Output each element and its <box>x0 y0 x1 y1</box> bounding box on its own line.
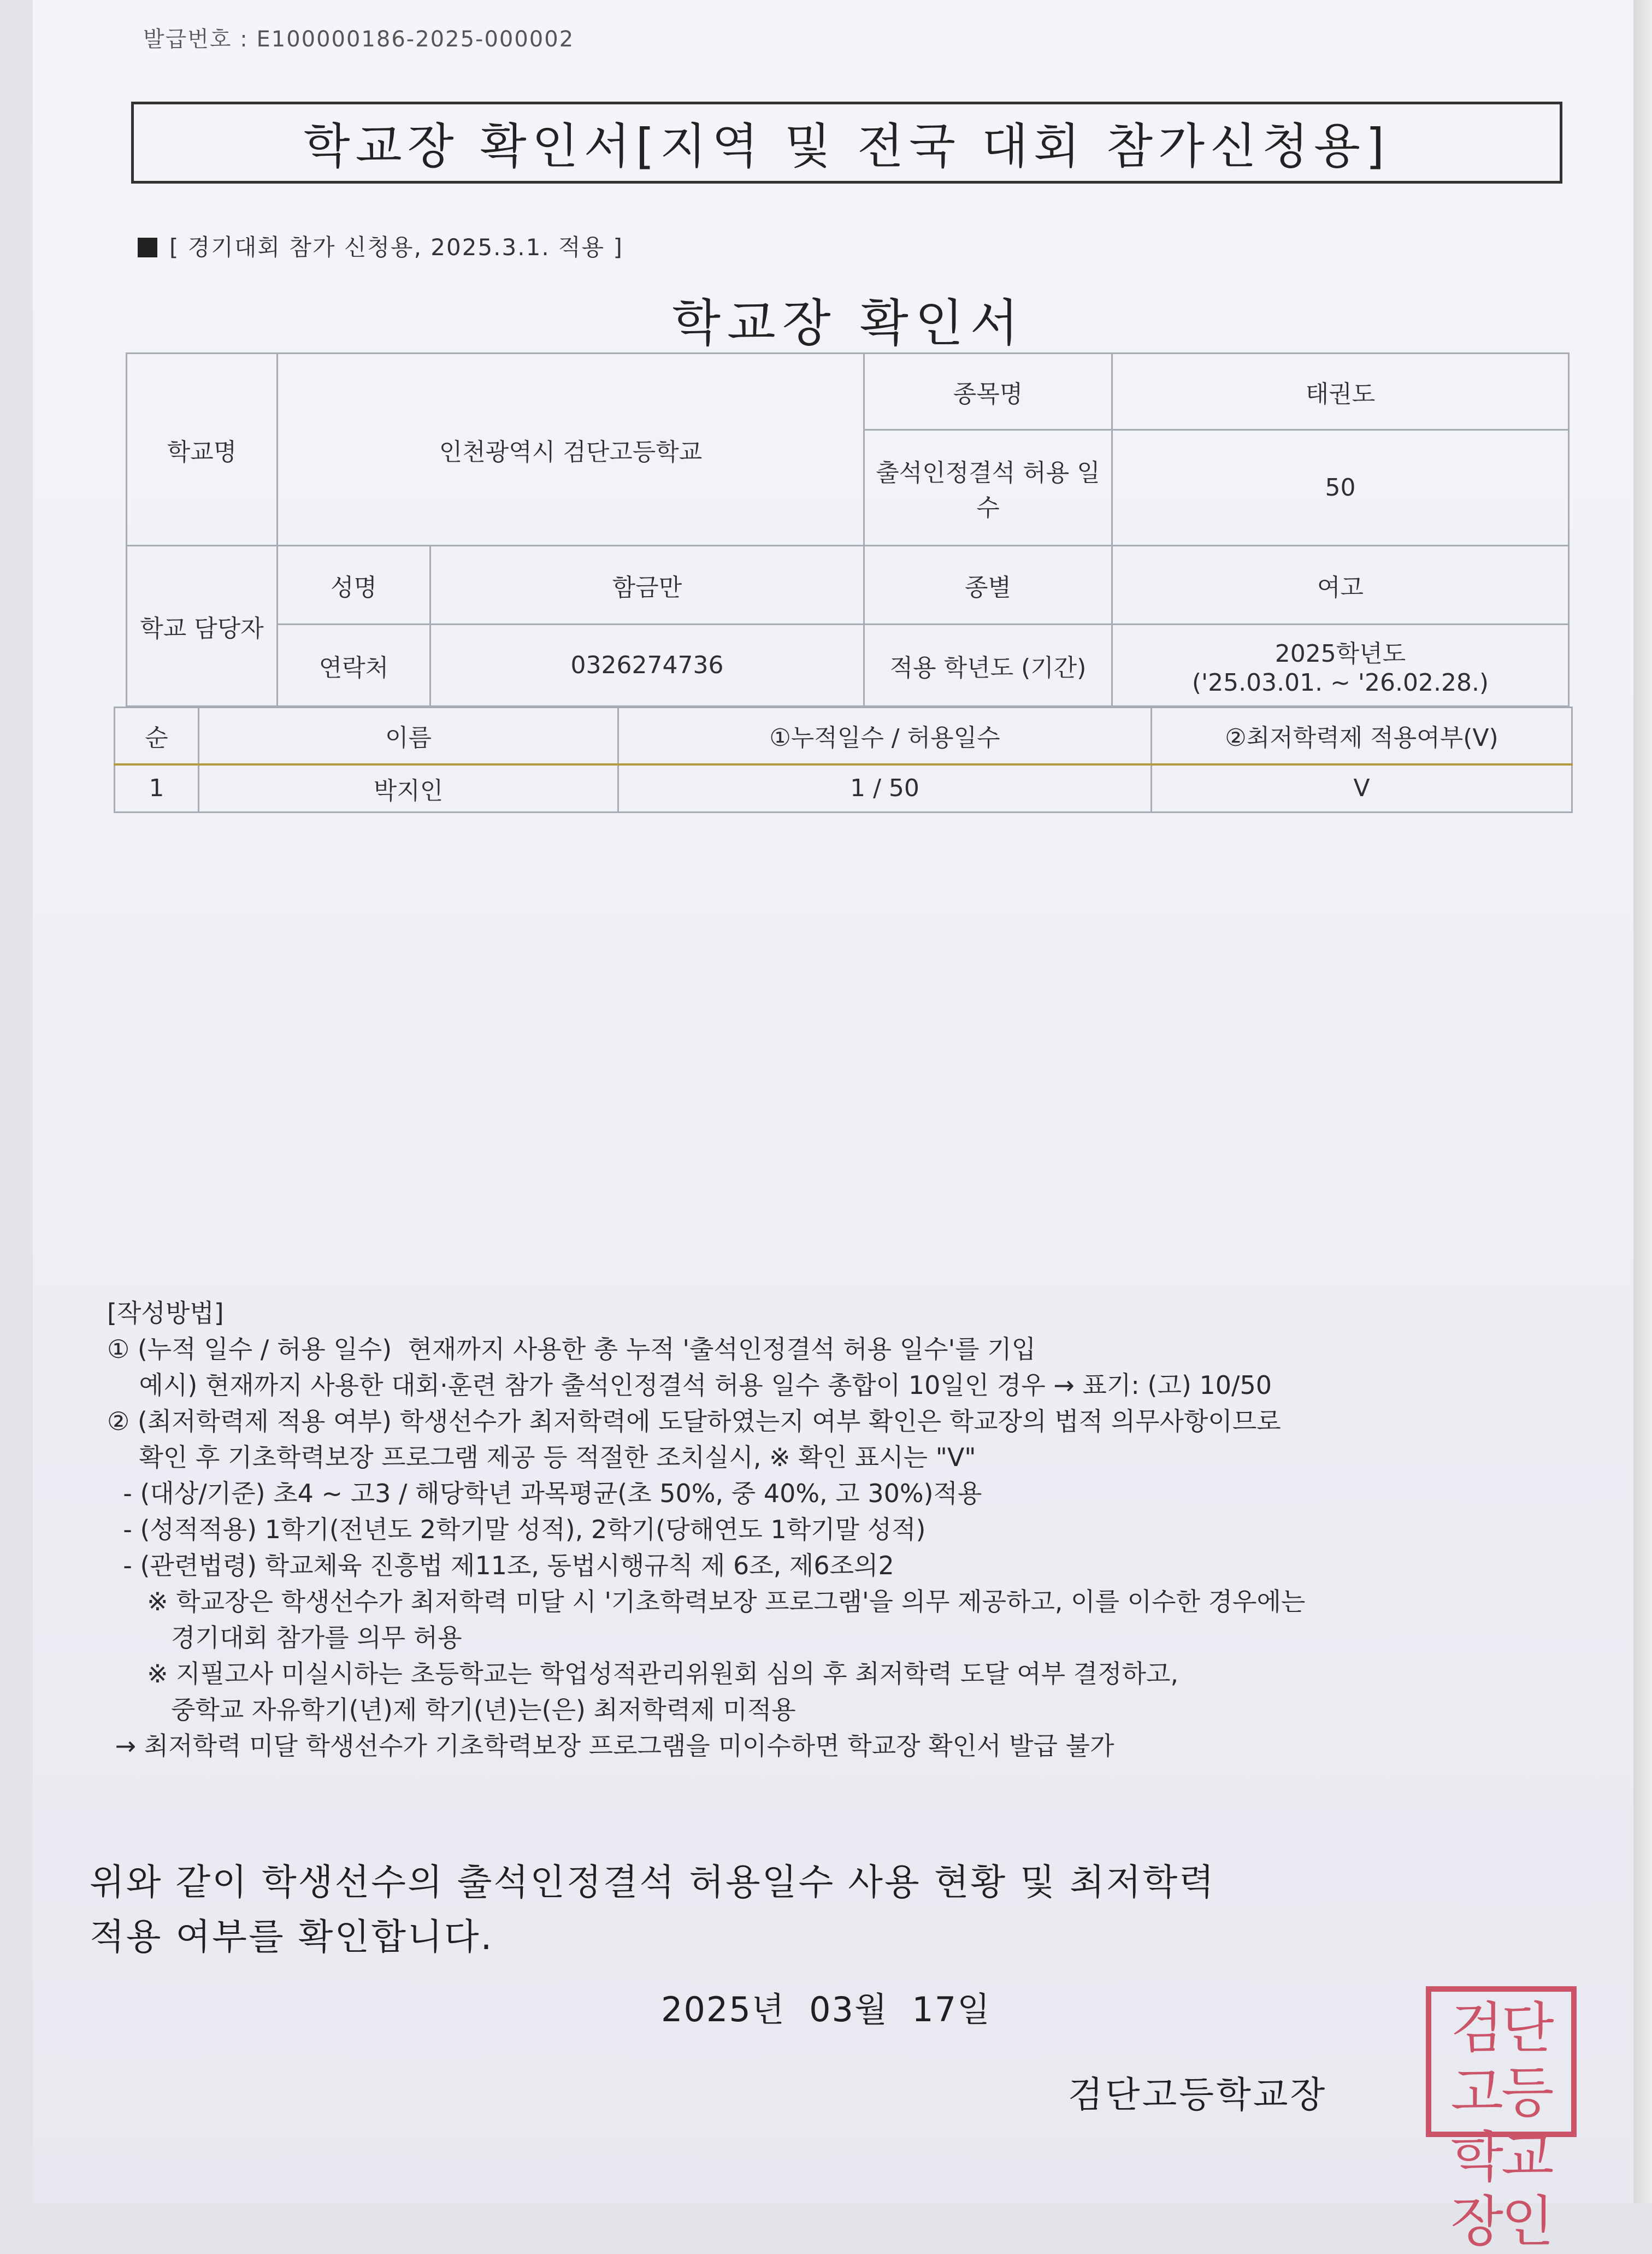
event-value: 태권도 <box>1112 354 1569 430</box>
contact-value: 0326274736 <box>430 625 864 707</box>
name-label: 성명 <box>278 546 430 625</box>
page-edge-shadow <box>1633 0 1652 2203</box>
year-value-line-1: 2025학년도 <box>1275 640 1406 668</box>
event-label: 종목명 <box>864 354 1112 430</box>
year-value-line-2: ('25.03.01. ~ '26.02.28.) <box>1191 669 1489 697</box>
year-value <box>1112 625 1569 707</box>
usage-note <box>138 229 623 262</box>
allowed-days-value: 50 <box>1112 430 1569 546</box>
table-row <box>115 764 1572 813</box>
row-min-academic: V <box>1152 764 1572 813</box>
school-value: 인천광역시 검단고등학교 <box>278 354 864 546</box>
col-header-name: 이름 <box>199 708 618 764</box>
principal-name: 검단고등학교장 <box>1068 2074 1328 2116</box>
square-bullet-icon <box>138 238 157 257</box>
document-title: 학교장 확인서 <box>672 294 1025 352</box>
row-days: 1 / 50 <box>618 764 1152 813</box>
row-name: 박지인 <box>199 764 618 813</box>
banner-title: 학교장 확인서[지역 및 전국 대회 참가신청용] <box>131 102 1562 184</box>
school-label: 학교명 <box>127 354 278 546</box>
col-header-no: 순 <box>115 708 199 764</box>
col-header-min-academic: ②최저학력제 적용여부(V) <box>1152 708 1572 764</box>
issue-number: 발급번호 : E100000186-2025-000002 <box>143 27 575 52</box>
name-value: 함금만 <box>430 546 864 625</box>
category-value: 여고 <box>1112 546 1569 625</box>
col-header-days: ①누적일수 / 허용일수 <box>618 708 1152 764</box>
student-table <box>114 707 1573 813</box>
allowed-days-label: 출석인정결석 허용 일수 <box>864 430 1112 546</box>
confirmation-statement: 위와 같이 학생선수의 출석인정결석 허용일수 사용 현황 및 최저학력 적용 여부를 확인합니다. <box>90 1861 1216 1958</box>
issue-date: 2025년 03월 17일 <box>661 1990 992 2029</box>
category-label: 종별 <box>864 546 1112 625</box>
row-no: 1 <box>115 764 199 813</box>
school-seal-stamp: 검단고등 학교장인 <box>1426 1986 1577 2137</box>
instructions: [작성방법] ① (누적 일수 / 허용 일수) 현재까지 사용한 총 누적 '출석인정결석 허용 일수'를 기입 예시) 현재까지 사용한 대회·훈련 참가 출석인정결석 허용 일수 총합이 10일인 경우 → 표기: (고) 10/50 ② (최저학력제 적용 여부) 학생선수가 최저학력에 도달하였는지 여부 확인은 학교장의 법적 의무사항이므로 확인 후 기초학력보장 프로그램 제공 등 적절한 조치실시, ※ 확인 표시는 "V" - (대상/기준) 초4 ~ 고3 / 해당학년 과목평균(초 50%, 중 40%, 고 30%)적용 - (성적적용) 1학기(전년도 2학기말 성적), 2학기(당해연도 1학기말 성적) - (관련법령) 학교체육 진흥법 제11조, 동법시행규칙 제 6조, 제6조의2 ※ 학교장은 학생선수가 최저학력 미달 시 '기초학력보장 프로그램'을 의무 제공하고, 이를 이수한 경우에는 경기대회 참가를 의무 허용 ※ 지필고사 미실시하는 초등학교는 학업성적관리위원회 심의 후 최저학력 도달 여부 결정하고, 중학교 자유학기(년)제 학기(년)는(은) 최저학력제 미적용 → 최저학력 미달 학생선수가 기초학력보장 프로그램을 미이수하면 학교장 확인서 발급 불가 <box>107 1298 1306 1761</box>
contact-label: 연락처 <box>278 625 430 707</box>
year-label: 적용 학년도 (기간) <box>864 625 1112 707</box>
info-table <box>126 352 1570 707</box>
usage-note-text: [ 경기대회 참가 신청용, 2025.3.1. 적용 ] <box>169 234 623 261</box>
manager-label: 학교 담당자 <box>127 546 278 707</box>
